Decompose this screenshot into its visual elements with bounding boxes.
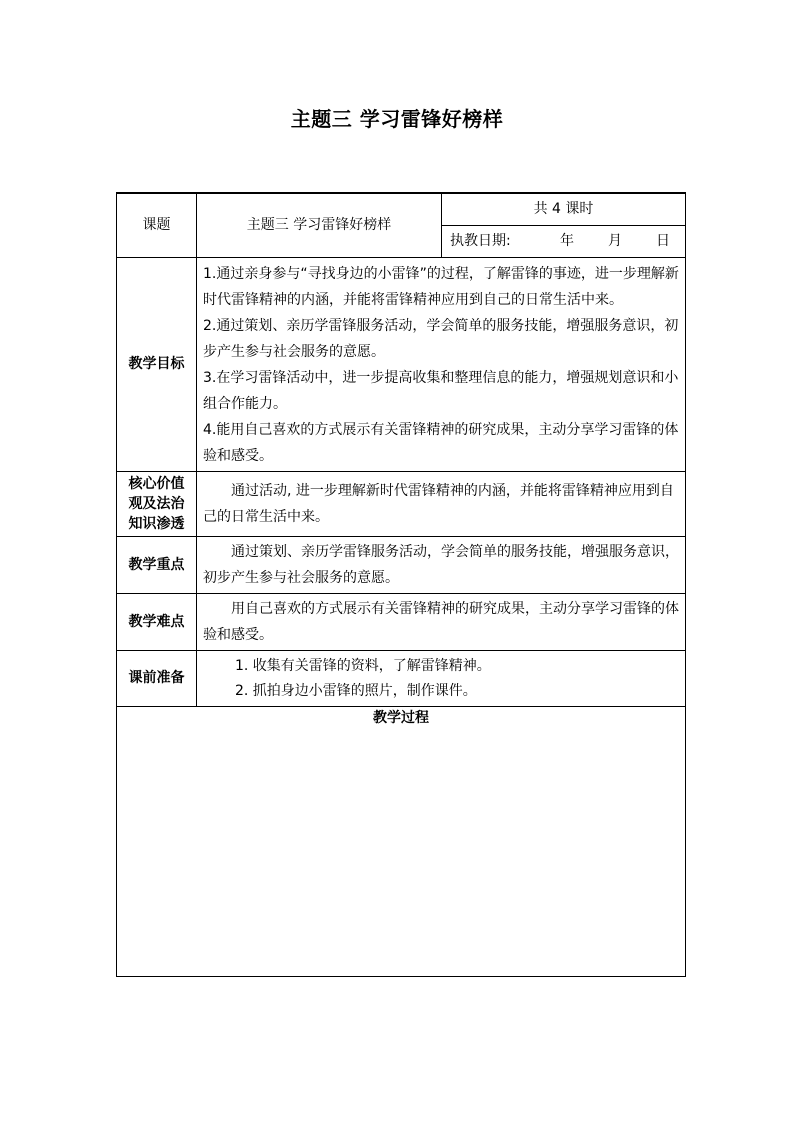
preparation-item: 1. 收集有关雷锋的资料，了解雷锋精神。	[235, 657, 491, 674]
core-values-label-line: 观及法治	[128, 495, 185, 512]
key-points-row	[117, 536, 686, 593]
goal-item: 3.在学习雷锋活动中，进一步提高收集和整理信息的能力，增强规划意识和小组合作能力。	[203, 369, 679, 412]
page-title: 主题三 学习雷锋好榜样	[290, 107, 504, 131]
goal-item: 2.通过策划、亲历学雷锋服务活动，学会简单的服务技能，增强服务意识，初步产生参与社会服务的意愿。	[203, 317, 679, 360]
core-values-text: 通过活动, 进一步理解新时代雷锋精神的内涵，并能将雷锋精神应用到自己的日常生活中来。	[203, 482, 674, 525]
preparation-row	[117, 650, 686, 706]
process-row	[117, 706, 686, 976]
difficulties-content	[197, 593, 686, 650]
core-values-label	[117, 471, 197, 536]
difficulties-row	[117, 593, 686, 650]
preparation-content	[197, 650, 686, 706]
process-label: 教学过程	[117, 706, 686, 976]
teaching-date	[442, 225, 686, 257]
core-values-label-line: 知识渗透	[128, 515, 185, 532]
key-points-content	[197, 536, 686, 593]
goals-row	[117, 257, 686, 471]
goals-label: 教学目标	[117, 257, 197, 471]
key-points-label: 教学重点	[117, 536, 197, 593]
goals-content	[197, 257, 686, 471]
difficulties-text: 用自己喜欢的方式展示有关雷锋精神的研究成果，主动分享学习雷锋的体验和感受。	[203, 600, 679, 643]
core-values-row	[117, 471, 686, 536]
date-day: 日	[656, 233, 670, 249]
date-year: 年	[560, 233, 574, 249]
goal-item: 4.能用自己喜欢的方式展示有关雷锋精神的研究成果，主动分享学习雷锋的体验和感受。	[203, 421, 679, 464]
total-hours: 共 4 课时	[442, 193, 686, 225]
core-values-label-line: 核心价值	[128, 475, 185, 492]
topic-label: 课题	[117, 193, 197, 257]
core-values-content	[197, 471, 686, 536]
preparation-label: 课前准备	[117, 650, 197, 706]
key-points-text: 通过策划、亲历学雷锋服务活动，学会简单的服务技能，增强服务意识，初步产生参与社会服务的意愿。	[203, 543, 679, 586]
topic-row	[117, 193, 686, 225]
difficulties-label: 教学难点	[117, 593, 197, 650]
preparation-item: 2. 抓拍身边小雷锋的照片，制作课件。	[235, 682, 477, 699]
topic-value: 主题三 学习雷锋好榜样	[197, 193, 442, 257]
goal-item: 1.通过亲身参与“寻找身边的小雷锋”的过程，了解雷锋的事迹，进一步理解新时代雷锋精神的内涵，并能将雷锋精神应用到自己的日常生活中来。	[203, 265, 679, 308]
date-month: 月	[608, 233, 622, 249]
date-label: 执教日期:	[450, 233, 511, 249]
lesson-plan-table	[116, 192, 686, 977]
